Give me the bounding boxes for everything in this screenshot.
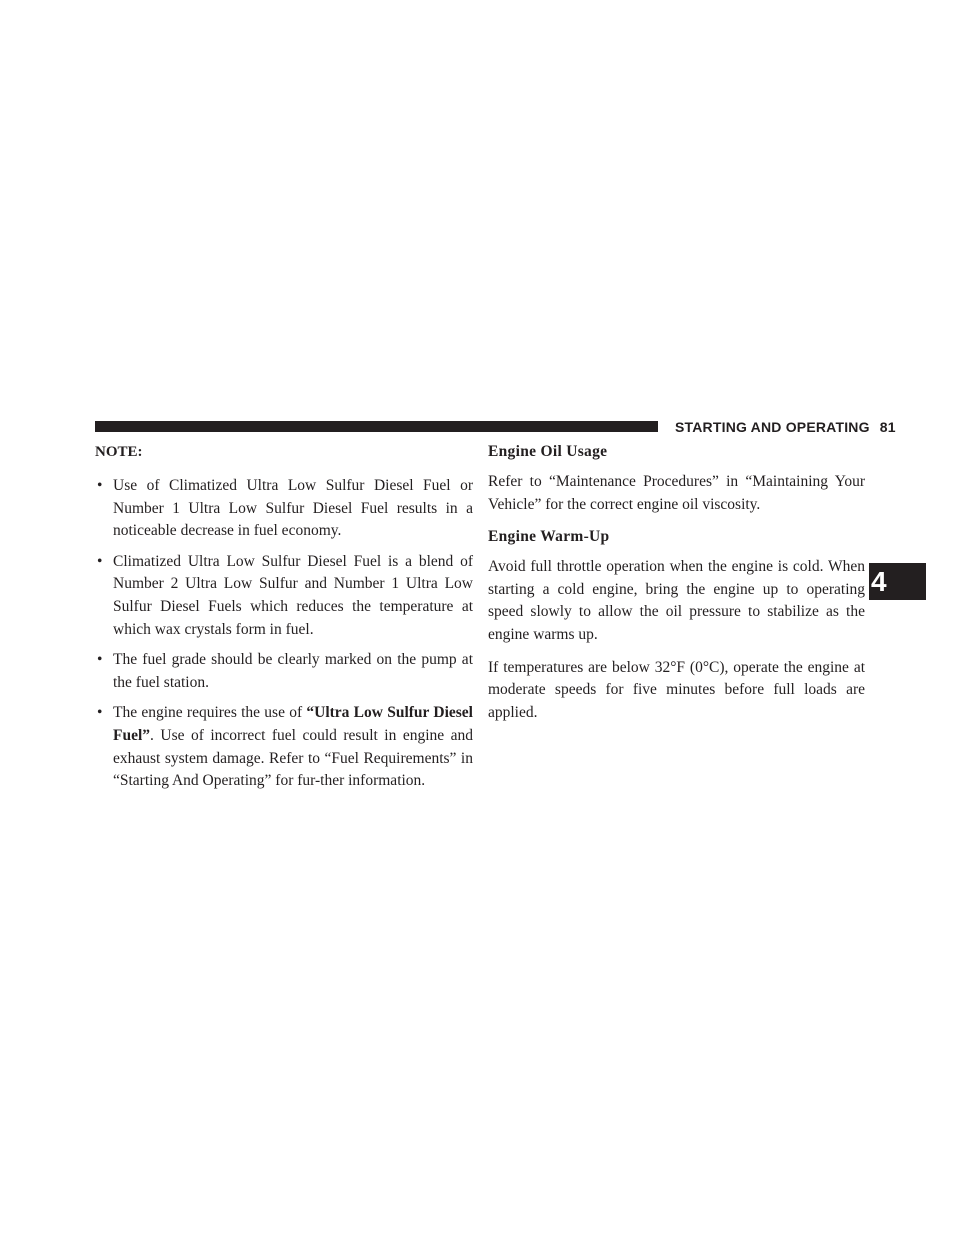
bullet-icon: • [97,552,103,570]
bullet-item [95,475,473,543]
paragraph: Refer to “Maintenance Procedures” in “Maintaining Your Vehicle” for the correct engine oil viscosity. [488,473,865,513]
header-rule [95,421,658,432]
bullet-icon: • [97,651,103,669]
left-column [95,441,473,801]
section-heading-engine-warm-up: Engine Warm-Up [488,528,610,546]
paragraph: If temperatures are below 32°F (0°C), operate the engine at moderate speeds for five minutes before full loads are applied. [488,658,865,721]
bullet-icon: • [97,477,103,494]
bullet-text: Use of Climatized Ultra Low Sulfur Diesel Fuel or Number 1 Ultra Low Sulfur Diesel Fuel results in a noticeable decrease in fuel economy. [113,477,473,540]
bullet-icon: • [97,704,103,722]
bullet-text-start: The engine requires the use of [113,704,307,722]
bullet-text-end: . Use of incorrect fuel could result in engine and exhaust system damage. Refer to “Fuel Requirements” in “Starting And Operating” for fur-ther information. [113,726,473,790]
bullet-text-emphasis: “Ultra Low Sulfur Diesel Fuel” [113,704,473,744]
chapter-title: STARTING AND OPERATING [675,419,870,435]
bullet-item [95,551,473,641]
section-heading-engine-oil-usage: Engine Oil Usage [488,443,608,460]
paragraph: Avoid full throttle operation when the engine is cold. When starting a cold engine, bring the engine up to operating speed slowly to allow the oil pressure to stabilize as the engine warms up. [488,558,865,643]
right-column [488,441,865,734]
bullet-text: The fuel grade should be clearly marked on the pump at the fuel station. [113,651,473,691]
bullet-item [95,649,473,694]
note-label: NOTE: [95,444,143,460]
bullet-item [95,702,473,792]
chapter-tab: 4 [869,563,926,600]
running-header [675,418,896,436]
page-number: 81 [879,419,896,435]
bullet-text: Climatized Ultra Low Sulfur Diesel Fuel is a blend of Number 2 Ultra Low Sulfur and Number 1 Ultra Low Sulfur Diesel Fuels which reduces the temperature at which wax crystals form in fuel. [113,552,473,638]
